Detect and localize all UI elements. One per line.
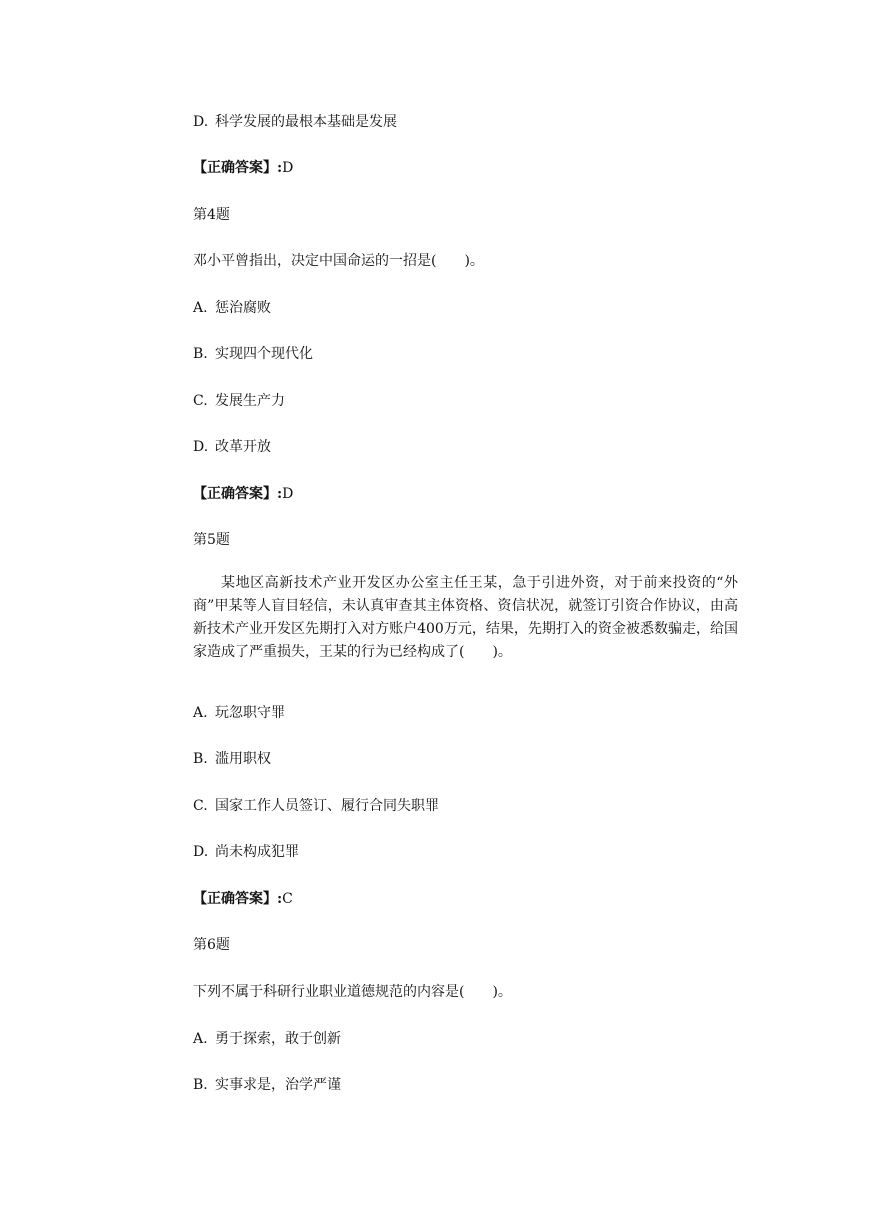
option-text: 惩治腐败 [215, 300, 271, 316]
option-text: 科学发展的最根本基础是发展 [215, 114, 397, 130]
option-text: 勇于探索，敢于创新 [215, 1031, 341, 1047]
option-a-q5 [193, 703, 285, 723]
answer-value: D [282, 160, 294, 176]
answer-separator: : [277, 891, 283, 907]
option-letter: A. [193, 705, 208, 721]
option-text: 实事求是，治学严谨 [215, 1077, 341, 1093]
answer-label: 【正确答案】 [193, 891, 277, 907]
option-text: 玩忽职守罪 [215, 705, 285, 721]
option-text: 实现四个现代化 [215, 346, 313, 362]
option-text: 国家工作人员签订、履行合同失职罪 [215, 798, 439, 814]
answer-label: 【正确答案】 [193, 486, 277, 502]
question-text-5: 某地区高新技术产业开发区办公室主任王某，急于引进外资，对于前来投资的“外商”甲某等人盲目轻信，未认真审查其主体资格、资信状况，就签订引资合作协议，由高新技术产业开发区先期打入对方账户400万元，结果，先期打入的资金被悉数骗走，给国家造成了严重损失，王某的行为已经构成了( )。 [193, 575, 738, 660]
option-text: 发展生产力 [215, 393, 285, 409]
answer-separator: : [277, 160, 283, 176]
option-letter: D. [193, 439, 209, 455]
option-a-q6 [193, 1029, 341, 1049]
option-text: 滥用职权 [215, 751, 271, 767]
question-heading-6: 第6题 [193, 937, 230, 953]
option-letter: C. [193, 393, 208, 409]
option-letter: B. [193, 346, 208, 362]
option-d-q4 [193, 437, 271, 457]
option-a-q4 [193, 298, 271, 318]
option-b-q6 [193, 1075, 341, 1095]
answer-value: D [282, 486, 294, 502]
option-text: 尚未构成犯罪 [215, 844, 299, 860]
option-c-q5 [193, 796, 439, 816]
option-b-q5 [193, 749, 271, 769]
option-letter: B. [193, 751, 208, 767]
option-b-q4 [193, 344, 313, 364]
option-d-q5 [193, 842, 299, 862]
answer-label: 【正确答案】 [193, 160, 277, 176]
option-letter: D. [193, 114, 209, 130]
option-letter: C. [193, 798, 208, 814]
answer-separator: : [277, 486, 283, 502]
option-letter: D. [193, 844, 209, 860]
answer-q4 [193, 484, 293, 504]
question-text-6: 下列不属于科研行业职业道德规范的内容是( )。 [193, 984, 512, 1000]
option-d-q3 [193, 112, 397, 132]
question-text-4: 邓小平曾指出，决定中国命运的一招是( )。 [193, 253, 484, 269]
answer-value: C [282, 891, 293, 907]
answer-q3 [193, 158, 293, 178]
option-letter: A. [193, 300, 208, 316]
answer-q5 [193, 889, 293, 909]
option-letter: B. [193, 1077, 208, 1093]
option-letter: A. [193, 1031, 208, 1047]
question-heading-4: 第4题 [193, 207, 230, 223]
question-heading-5: 第5题 [193, 532, 230, 548]
option-text: 改革开放 [215, 439, 271, 455]
option-c-q4 [193, 391, 285, 411]
